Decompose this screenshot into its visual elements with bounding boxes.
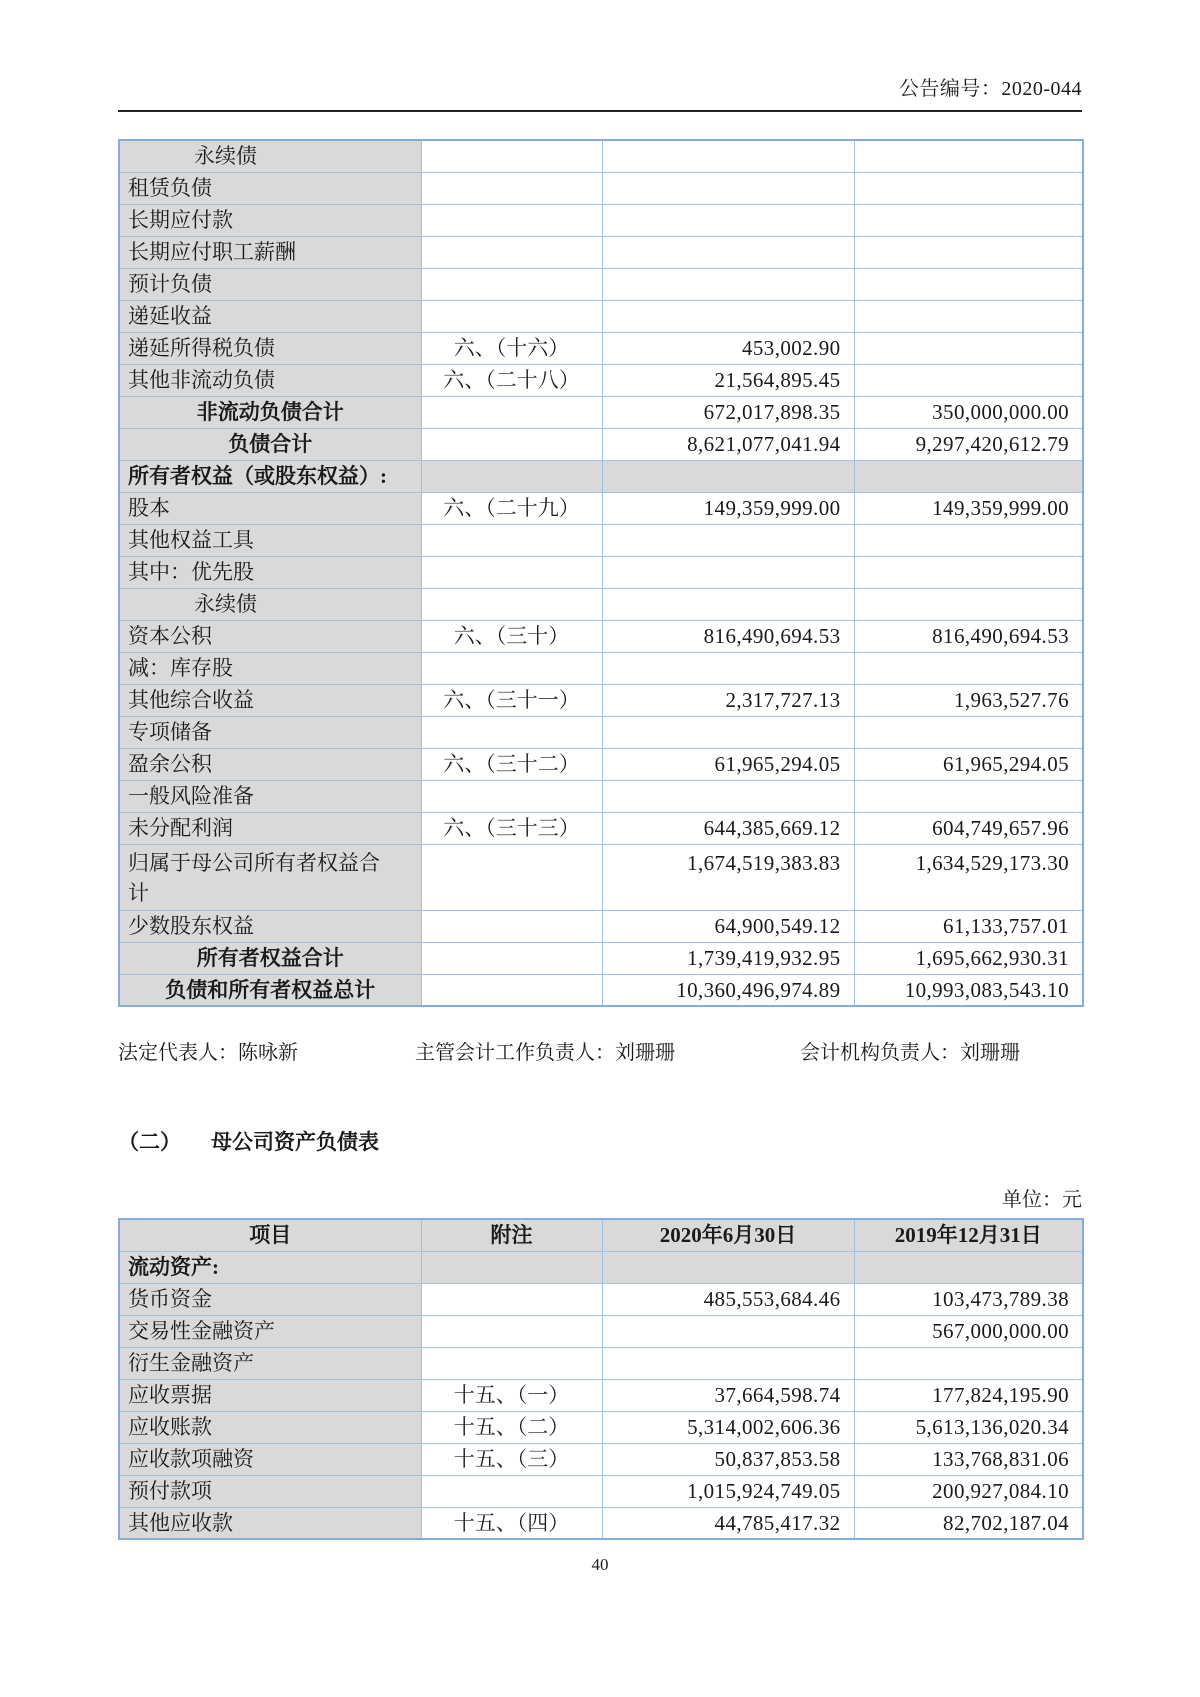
amount-cell: [602, 1251, 854, 1283]
amount-cell: 5,314,002,606.36: [602, 1411, 854, 1443]
amount-cell: 5,613,136,020.34: [854, 1411, 1083, 1443]
note-cell: [421, 974, 602, 1006]
col-header-2019: 2019年12月31日: [854, 1219, 1083, 1251]
row-label-cell: 流动资产:: [119, 1251, 421, 1283]
amount-cell: 82,702,187.04: [854, 1507, 1083, 1539]
amount-cell: 37,664,598.74: [602, 1379, 854, 1411]
row-label-cell: 其他综合收益: [119, 684, 421, 716]
table-row: [119, 588, 1083, 620]
table-row: [119, 1475, 1083, 1507]
note-cell: [421, 204, 602, 236]
row-label-cell: 资本公积: [119, 620, 421, 652]
amount-cell: 133,768,831.06: [854, 1443, 1083, 1475]
amount-cell: [602, 1347, 854, 1379]
amount-cell: 149,359,999.00: [602, 492, 854, 524]
amount-cell: 44,785,417.32: [602, 1507, 854, 1539]
row-label-cell: 非流动负债合计: [119, 396, 421, 428]
amount-cell: 10,360,496,974.89: [602, 974, 854, 1006]
amount-cell: 816,490,694.53: [602, 620, 854, 652]
table-row: [119, 492, 1083, 524]
amount-cell: [602, 460, 854, 492]
row-label-cell: 货币资金: [119, 1283, 421, 1315]
note-cell: [421, 1475, 602, 1507]
row-label-cell: 归属于母公司所有者权益合计: [119, 844, 421, 910]
amount-cell: [854, 460, 1083, 492]
row-label-cell: 预付款项: [119, 1475, 421, 1507]
table-row: [119, 620, 1083, 652]
row-label-cell: 应收票据: [119, 1379, 421, 1411]
row-label-cell: 衍生金融资产: [119, 1347, 421, 1379]
header-rule: [118, 110, 1082, 112]
table-row: [119, 428, 1083, 460]
table-row: [119, 1347, 1083, 1379]
amount-cell: [854, 204, 1083, 236]
row-label-cell: 负债合计: [119, 428, 421, 460]
amount-cell: 816,490,694.53: [854, 620, 1083, 652]
amount-cell: [854, 652, 1083, 684]
table-row: [119, 1443, 1083, 1475]
note-cell: 六、（十六）: [421, 332, 602, 364]
row-label-cell: 所有者权益（或股东权益）:: [119, 460, 421, 492]
note-cell: [421, 942, 602, 974]
amount-cell: 61,965,294.05: [602, 748, 854, 780]
amount-cell: 200,927,084.10: [854, 1475, 1083, 1507]
note-cell: [421, 140, 602, 172]
row-label-cell: 减：库存股: [119, 652, 421, 684]
row-label-cell: 盈余公积: [119, 748, 421, 780]
row-label-cell: 未分配利润: [119, 812, 421, 844]
row-label-cell: 长期应付职工薪酬: [119, 236, 421, 268]
note-cell: [421, 300, 602, 332]
row-label-cell: 所有者权益合计: [119, 942, 421, 974]
table-row: [119, 844, 1083, 910]
liabilities-equity-table: [118, 139, 1084, 1007]
table-row: [119, 300, 1083, 332]
accounting-head: 会计机构负责人：刘珊珊: [800, 1042, 1020, 1064]
section-index: （二）: [118, 1130, 181, 1154]
table-row: [119, 942, 1083, 974]
table-row: [119, 396, 1083, 428]
amount-cell: [602, 140, 854, 172]
table-row: [119, 460, 1083, 492]
table-row: [119, 812, 1083, 844]
announcement-number: 公告编号：2020-044: [898, 78, 1082, 100]
amount-cell: 103,473,789.38: [854, 1283, 1083, 1315]
note-cell: [421, 268, 602, 300]
row-label-cell: 负债和所有者权益总计: [119, 974, 421, 1006]
note-cell: [421, 780, 602, 812]
table-row: [119, 204, 1083, 236]
amount-cell: [854, 268, 1083, 300]
note-cell: 六、（二十八）: [421, 364, 602, 396]
row-label-cell: 预计负债: [119, 268, 421, 300]
amount-cell: 350,000,000.00: [854, 396, 1083, 428]
row-label-cell: 递延收益: [119, 300, 421, 332]
note-cell: [421, 396, 602, 428]
table-row: [119, 1507, 1083, 1539]
note-cell: [421, 588, 602, 620]
table-row: [119, 652, 1083, 684]
amount-cell: 61,965,294.05: [854, 748, 1083, 780]
signature-line: [118, 1036, 1082, 1065]
amount-cell: 64,900,549.12: [602, 910, 854, 942]
col-header-item: 项目: [119, 1219, 421, 1251]
table-row: [119, 236, 1083, 268]
table-row: [119, 556, 1083, 588]
chief-accountant: 主管会计工作负责人：刘珊珊: [415, 1042, 675, 1064]
amount-cell: 8,621,077,041.94: [602, 428, 854, 460]
note-cell: [421, 1315, 602, 1347]
amount-cell: [602, 716, 854, 748]
amount-cell: [854, 332, 1083, 364]
table-row: [119, 524, 1083, 556]
section-title: 母公司资产负债表: [211, 1130, 379, 1154]
row-label-cell: 长期应付款: [119, 204, 421, 236]
note-cell: [421, 844, 602, 910]
note-cell: 六、（三十二）: [421, 748, 602, 780]
page-number: 40: [591, 1555, 609, 1574]
note-cell: [421, 910, 602, 942]
amount-cell: 1,674,519,383.83: [602, 844, 854, 910]
note-cell: 六、（三十一）: [421, 684, 602, 716]
legal-representative: 法定代表人：陈咏新: [118, 1042, 298, 1064]
amount-cell: 10,993,083,543.10: [854, 974, 1083, 1006]
amount-cell: 2,317,727.13: [602, 684, 854, 716]
row-label-cell: 专项储备: [119, 716, 421, 748]
table-row: [119, 1315, 1083, 1347]
amount-cell: [854, 140, 1083, 172]
table-row: [119, 910, 1083, 942]
amount-cell: 21,564,895.45: [602, 364, 854, 396]
row-label-cell: 交易性金融资产: [119, 1315, 421, 1347]
row-label-cell: 应收账款: [119, 1411, 421, 1443]
note-cell: 十五、（二）: [421, 1411, 602, 1443]
table-row: [119, 1283, 1083, 1315]
table-row: [119, 1251, 1083, 1283]
table-row: [119, 684, 1083, 716]
amount-cell: 177,824,195.90: [854, 1379, 1083, 1411]
note-cell: [421, 556, 602, 588]
amount-cell: [602, 524, 854, 556]
amount-cell: [854, 588, 1083, 620]
amount-cell: [602, 780, 854, 812]
amount-cell: 61,133,757.01: [854, 910, 1083, 942]
row-label-cell: 应收款项融资: [119, 1443, 421, 1475]
amount-cell: [602, 556, 854, 588]
amount-cell: [602, 588, 854, 620]
parent-balance-sheet-table: [118, 1218, 1084, 1540]
col-header-note: 附注: [421, 1219, 602, 1251]
amount-cell: 1,634,529,173.30: [854, 844, 1083, 910]
row-label-cell: 其他权益工具: [119, 524, 421, 556]
amount-cell: 672,017,898.35: [602, 396, 854, 428]
section-heading: [118, 1126, 1082, 1156]
table-row: [119, 140, 1083, 172]
table-row: [119, 748, 1083, 780]
amount-cell: 644,385,669.12: [602, 812, 854, 844]
amount-cell: 1,015,924,749.05: [602, 1475, 854, 1507]
note-cell: [421, 1251, 602, 1283]
note-cell: [421, 428, 602, 460]
amount-cell: [854, 300, 1083, 332]
note-cell: 六、（三十三）: [421, 812, 602, 844]
note-cell: [421, 172, 602, 204]
table-header-row: [119, 1219, 1083, 1251]
row-label-cell: 股本: [119, 492, 421, 524]
note-cell: [421, 1347, 602, 1379]
amount-cell: [854, 1251, 1083, 1283]
col-header-2020: 2020年6月30日: [602, 1219, 854, 1251]
row-label-cell: 租赁负债: [119, 172, 421, 204]
table-row: [119, 780, 1083, 812]
amount-cell: 567,000,000.00: [854, 1315, 1083, 1347]
amount-cell: [854, 236, 1083, 268]
row-label-cell: 其中：优先股: [119, 556, 421, 588]
table-row: [119, 332, 1083, 364]
table-row: [119, 1379, 1083, 1411]
amount-cell: 485,553,684.46: [602, 1283, 854, 1315]
amount-cell: [602, 172, 854, 204]
note-cell: [421, 652, 602, 684]
amount-cell: [602, 652, 854, 684]
amount-cell: [854, 780, 1083, 812]
note-cell: [421, 236, 602, 268]
note-cell: 十五、（四）: [421, 1507, 602, 1539]
amount-cell: [854, 172, 1083, 204]
row-label-cell: 一般风险准备: [119, 780, 421, 812]
amount-cell: 9,297,420,612.79: [854, 428, 1083, 460]
amount-cell: [854, 716, 1083, 748]
note-cell: 六、（二十九）: [421, 492, 602, 524]
table-row: [119, 268, 1083, 300]
amount-cell: [854, 556, 1083, 588]
note-cell: 十五、（一）: [421, 1379, 602, 1411]
amount-cell: [602, 300, 854, 332]
table-row: [119, 172, 1083, 204]
amount-cell: 50,837,853.58: [602, 1443, 854, 1475]
amount-cell: [854, 524, 1083, 556]
amount-cell: [854, 1347, 1083, 1379]
note-cell: 六、（三十）: [421, 620, 602, 652]
amount-cell: 1,739,419,932.95: [602, 942, 854, 974]
amount-cell: 1,695,662,930.31: [854, 942, 1083, 974]
note-cell: [421, 460, 602, 492]
row-label-cell: 递延所得税负债: [119, 332, 421, 364]
amount-cell: 1,963,527.76: [854, 684, 1083, 716]
table-row: [119, 1411, 1083, 1443]
note-cell: 十五、（三）: [421, 1443, 602, 1475]
amount-cell: 453,002.90: [602, 332, 854, 364]
amount-cell: 149,359,999.00: [854, 492, 1083, 524]
unit-label: 单位：元: [1002, 1189, 1082, 1211]
row-label-cell: 其他非流动负债: [119, 364, 421, 396]
amount-cell: 604,749,657.96: [854, 812, 1083, 844]
table-row: [119, 974, 1083, 1006]
amount-cell: [602, 204, 854, 236]
note-cell: [421, 1283, 602, 1315]
amount-cell: [602, 236, 854, 268]
table-row: [119, 716, 1083, 748]
row-label-cell: 其他应收款: [119, 1507, 421, 1539]
amount-cell: [602, 1315, 854, 1347]
note-cell: [421, 524, 602, 556]
amount-cell: [854, 364, 1083, 396]
note-cell: [421, 716, 602, 748]
row-label-cell: 永续债: [119, 588, 421, 620]
row-label-cell: 永续债: [119, 140, 421, 172]
amount-cell: [602, 268, 854, 300]
table-row: [119, 364, 1083, 396]
row-label-cell: 少数股东权益: [119, 910, 421, 942]
